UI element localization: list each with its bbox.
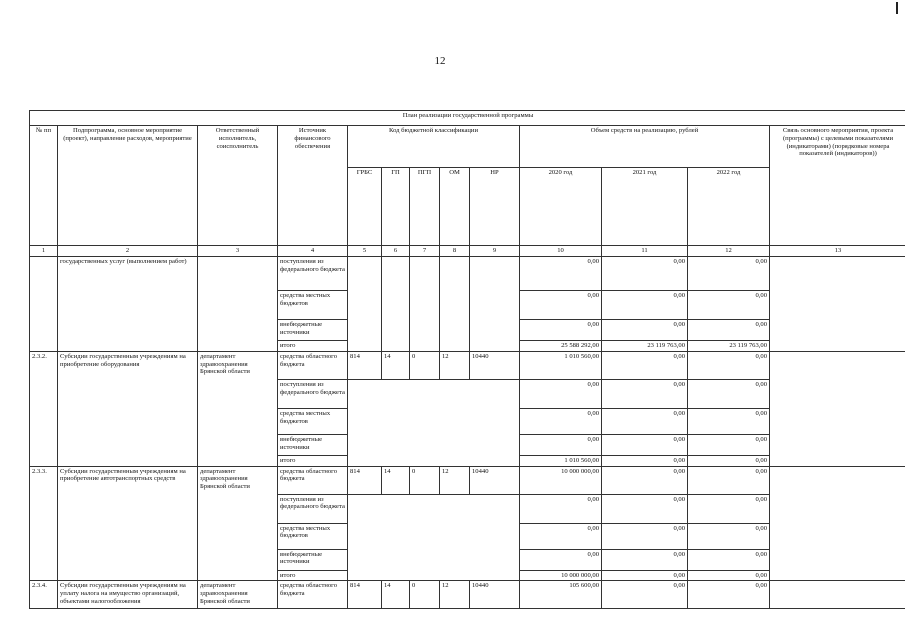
row-link-cell (770, 351, 905, 466)
column-number: 1 (30, 246, 58, 257)
header-2022: 2022 год (688, 168, 770, 246)
value-2020: 105 600,00 (520, 581, 602, 609)
value-2022: 0,00 (688, 257, 770, 291)
row-gp-cell: 14 (382, 351, 410, 379)
row-grbs-cell (348, 257, 382, 352)
column-number: 12 (688, 246, 770, 257)
row-source-cell: итого (278, 341, 348, 352)
row-om-cell: 12 (440, 581, 470, 609)
header-grbs: ГРБС (348, 168, 382, 246)
value-2020: 0,00 (520, 320, 602, 341)
row-nr-cell: 10440 (470, 581, 520, 609)
header-2021: 2021 год (602, 168, 688, 246)
value-2020: 0,00 (520, 523, 602, 549)
table-title-row (30, 111, 905, 126)
value-2021: 0,00 (602, 570, 688, 581)
row-om-cell (440, 257, 470, 352)
row-source-cell: поступления из федерального бюджета (278, 257, 348, 291)
row-program-cell: государственных услуг (выполнением работ) (58, 257, 198, 352)
value-2022: 0,00 (688, 455, 770, 466)
value-2020: 10 000 000,00 (520, 570, 602, 581)
row-num-cell: 2.3.4. (30, 581, 58, 609)
row-executor-cell (198, 257, 278, 352)
row-source-cell: итого (278, 570, 348, 581)
value-2022: 0,00 (688, 408, 770, 434)
value-2022: 0,00 (688, 379, 770, 408)
column-number: 4 (278, 246, 348, 257)
value-2020: 0,00 (520, 434, 602, 455)
row-source-cell: внебюджетные источники (278, 434, 348, 455)
row-executor-cell: департамент здравоохранения Брянской области (198, 466, 278, 581)
value-2021: 0,00 (602, 466, 688, 494)
row-pgp-cell: 0 (410, 581, 440, 609)
header-gp: ГП (382, 168, 410, 246)
value-2022: 0,00 (688, 549, 770, 570)
value-2021: 0,00 (602, 434, 688, 455)
row-source-cell: средства местных бюджетов (278, 291, 348, 320)
header-2020: 2020 год (520, 168, 602, 246)
row-grbs-cell: 814 (348, 466, 382, 494)
row-executor-cell: департамент здравоохранения Брянской области (198, 351, 278, 466)
row-source-cell: поступления из федерального бюджета (278, 379, 348, 408)
value-2020: 0,00 (520, 257, 602, 291)
row-executor-cell: департамент здравоохранения Брянской области (198, 581, 278, 609)
column-number: 2 (58, 246, 198, 257)
value-2020: 25 588 292,00 (520, 341, 602, 352)
column-number: 5 (348, 246, 382, 257)
row-source-cell: внебюджетные источники (278, 320, 348, 341)
row-code-empty-cell (348, 379, 520, 466)
value-2022: 0,00 (688, 581, 770, 609)
scan-edge-mark (896, 2, 898, 14)
value-2021: 0,00 (602, 291, 688, 320)
row-source-cell: поступления из федерального бюджета (278, 494, 348, 523)
header-link-indicators: Связь основного мероприятия, проекта (программы) с целевыми показателями (индикаторами) (порядковые номера показателей (индикаторов)) (770, 126, 905, 246)
header-source: Источник финансового обеспечения (278, 126, 348, 246)
row-source-cell: средства областного бюджета (278, 351, 348, 379)
row-source-cell: итого (278, 455, 348, 466)
row-source-cell: средства областного бюджета (278, 581, 348, 609)
row-num-cell (30, 257, 58, 352)
row-pgp-cell (410, 257, 440, 352)
value-2020: 0,00 (520, 494, 602, 523)
table-row (30, 257, 905, 291)
row-gp-cell: 14 (382, 581, 410, 609)
value-2021: 0,00 (602, 320, 688, 341)
header-om: ОМ (440, 168, 470, 246)
row-program-cell: Субсидии государственным учреждениям на уплату налога на имущество организаций, объектами налогообложения (58, 581, 198, 609)
row-om-cell: 12 (440, 351, 470, 379)
value-2022: 0,00 (688, 523, 770, 549)
row-link-cell (770, 466, 905, 581)
table-row (30, 351, 905, 379)
column-number: 11 (602, 246, 688, 257)
row-nr-cell (470, 257, 520, 352)
value-2022: 0,00 (688, 320, 770, 341)
column-number: 9 (470, 246, 520, 257)
row-source-cell: средства местных бюджетов (278, 523, 348, 549)
row-link-cell (770, 581, 905, 609)
column-number: 3 (198, 246, 278, 257)
row-pgp-cell: 0 (410, 351, 440, 379)
value-2020: 0,00 (520, 549, 602, 570)
column-number: 8 (440, 246, 470, 257)
value-2022: 0,00 (688, 291, 770, 320)
row-om-cell: 12 (440, 466, 470, 494)
value-2021: 23 119 763,00 (602, 341, 688, 352)
row-code-empty-cell (348, 494, 520, 581)
value-2021: 0,00 (602, 581, 688, 609)
value-2021: 0,00 (602, 549, 688, 570)
row-grbs-cell: 814 (348, 351, 382, 379)
header-num: № пп (30, 126, 58, 246)
row-source-cell: средства областного бюджета (278, 466, 348, 494)
value-2022: 0,00 (688, 434, 770, 455)
row-num-cell: 2.3.3. (30, 466, 58, 581)
value-2020: 1 010 560,00 (520, 351, 602, 379)
value-2021: 0,00 (602, 351, 688, 379)
value-2022: 0,00 (688, 351, 770, 379)
header-row-1 (30, 126, 905, 168)
value-2021: 0,00 (602, 455, 688, 466)
row-gp-cell: 14 (382, 466, 410, 494)
column-number: 6 (382, 246, 410, 257)
row-gp-cell (382, 257, 410, 352)
value-2021: 0,00 (602, 523, 688, 549)
row-program-cell: Субсидии государственным учреждениям на приобретение оборудования (58, 351, 198, 466)
value-2021: 0,00 (602, 494, 688, 523)
column-number-row (30, 246, 905, 257)
header-pgp: ПГП (410, 168, 440, 246)
row-program-cell: Субсидии государственным учреждениям на приобретение автотранспортных средств (58, 466, 198, 581)
row-grbs-cell: 814 (348, 581, 382, 609)
value-2022: 23 119 763,00 (688, 341, 770, 352)
plan-table-wrapper (29, 110, 905, 609)
row-nr-cell: 10440 (470, 466, 520, 494)
header-executor: Ответственный исполнитель, соисполнитель (198, 126, 278, 246)
plan-table (29, 110, 905, 609)
value-2021: 0,00 (602, 257, 688, 291)
value-2021: 0,00 (602, 408, 688, 434)
value-2020: 0,00 (520, 408, 602, 434)
value-2022: 0,00 (688, 466, 770, 494)
row-source-cell: средства местных бюджетов (278, 408, 348, 434)
value-2020: 0,00 (520, 379, 602, 408)
header-nr: НР (470, 168, 520, 246)
table-row (30, 466, 905, 494)
value-2022: 0,00 (688, 570, 770, 581)
table-title: План реализации государственной программы (30, 111, 905, 126)
row-pgp-cell: 0 (410, 466, 440, 494)
column-number: 7 (410, 246, 440, 257)
row-num-cell: 2.3.2. (30, 351, 58, 466)
value-2022: 0,00 (688, 494, 770, 523)
row-link-cell (770, 257, 905, 352)
row-source-cell: внебюджетные источники (278, 549, 348, 570)
header-budget-code: Код бюджетной классификации (348, 126, 520, 168)
row-nr-cell: 10440 (470, 351, 520, 379)
header-funds: Объем средств на реализацию, рублей (520, 126, 770, 168)
table-row (30, 581, 905, 609)
value-2020: 0,00 (520, 291, 602, 320)
header-program: Подпрограмма, основное мероприятие (проект), направление расходов, мероприятие (58, 126, 198, 246)
column-number: 13 (770, 246, 905, 257)
value-2021: 0,00 (602, 379, 688, 408)
value-2020: 10 000 000,00 (520, 466, 602, 494)
column-number: 10 (520, 246, 602, 257)
page-number: 12 (434, 55, 446, 67)
value-2020: 1 010 560,00 (520, 455, 602, 466)
